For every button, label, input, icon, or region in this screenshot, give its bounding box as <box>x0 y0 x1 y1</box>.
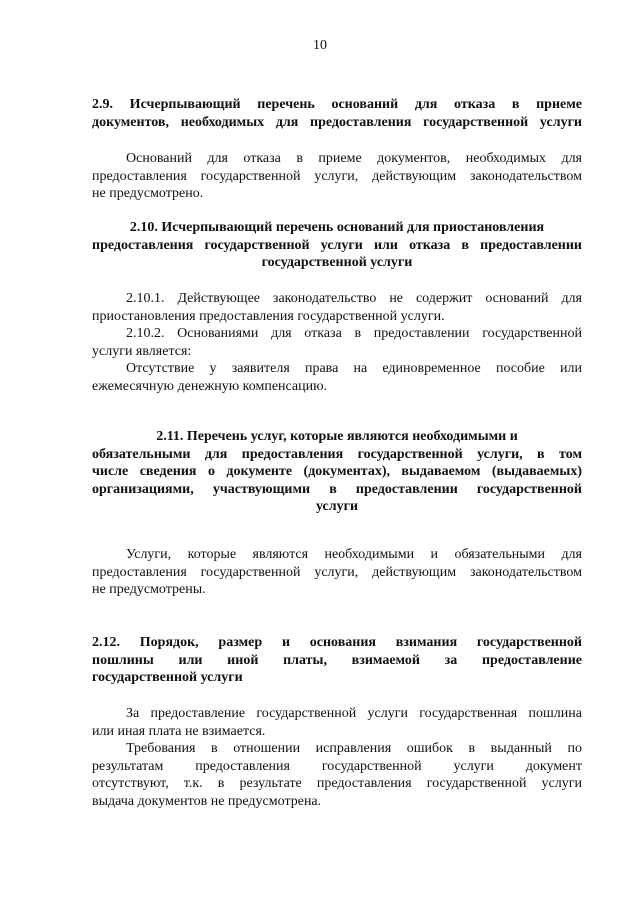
heading-line: государственной услуги <box>261 255 413 270</box>
heading-line: числе сведения о документе (документах), выдаваемом (выдаваемых) <box>92 464 582 479</box>
section-2-12-body <box>92 705 582 810</box>
body-line: не предусмотрено. <box>92 186 204 201</box>
section-2-11-body <box>92 546 582 599</box>
heading-line: услуги <box>315 499 359 514</box>
heading-line: государственной услуги <box>92 670 243 685</box>
body-line: Оснований для отказа в приеме документов, необходимых для <box>126 151 582 166</box>
body-line: выдача документов не предусмотрена. <box>92 793 322 809</box>
section-2-10-heading <box>92 219 582 272</box>
body-line: не предусмотрены. <box>92 582 206 597</box>
heading-line: 2.9. Исчерпывающий перечень оснований для отказа в приеме <box>92 97 582 112</box>
heading-line: предоставления государственной услуги или отказа в предоставлении <box>92 237 582 253</box>
heading-line: обязательными для предоставления государственной услуги, в том <box>92 446 582 462</box>
body-line: приостановления предоставления государственной услуги. <box>92 308 445 324</box>
body-line: услуги является: <box>92 343 192 359</box>
section-2-12-heading <box>92 634 582 687</box>
section-2-11-heading <box>92 428 582 516</box>
heading-line: 2.10. Исчерпывающий перечень оснований для приостановления <box>129 220 545 235</box>
body-line: Требования в отношении исправления ошибок в выданный по <box>126 741 582 756</box>
section-2-9-heading <box>92 96 582 131</box>
heading-line: организациями, участвующими в предоставлении государственной <box>92 481 582 497</box>
body-line: отсутствуют, т.к. в результате предоставления государственной услуги <box>92 776 582 791</box>
section-2-9-body <box>92 150 582 203</box>
section-2-10-body <box>92 290 582 395</box>
heading-line: 2.12. Порядок, размер и основания взимания государственной <box>92 635 582 650</box>
heading-line: документов, необходимых для предоставления государственной услуги <box>92 114 582 130</box>
body-line: Отсутствие у заявителя права на единовременное пособие или <box>126 361 582 376</box>
body-line: или иная плата не взимается. <box>92 723 266 739</box>
page-number: 10 <box>313 38 327 53</box>
body-line: предоставления государственной услуги, действующим законодательством <box>92 564 582 580</box>
body-line: 2.10.1. Действующее законодательство не содержит оснований для <box>126 291 582 306</box>
heading-line: пошлины или иной платы, взимаемой за предоставление <box>92 652 582 668</box>
body-line: ежемесячную денежную компенсацию. <box>92 378 328 394</box>
body-line: предоставления государственной услуги, действующим законодательством <box>92 168 582 184</box>
body-line: За предоставление государственной услуги государственная пошлина <box>126 706 582 721</box>
heading-line: 2.11. Перечень услуг, которые являются необходимыми и <box>156 429 518 444</box>
body-line: 2.10.2. Основаниями для отказа в предоставлении государственной <box>126 326 582 341</box>
body-line: Услуги, которые являются необходимыми и обязательными для <box>126 547 582 562</box>
body-line: результатам предоставления государственной услуги документ <box>92 758 582 774</box>
